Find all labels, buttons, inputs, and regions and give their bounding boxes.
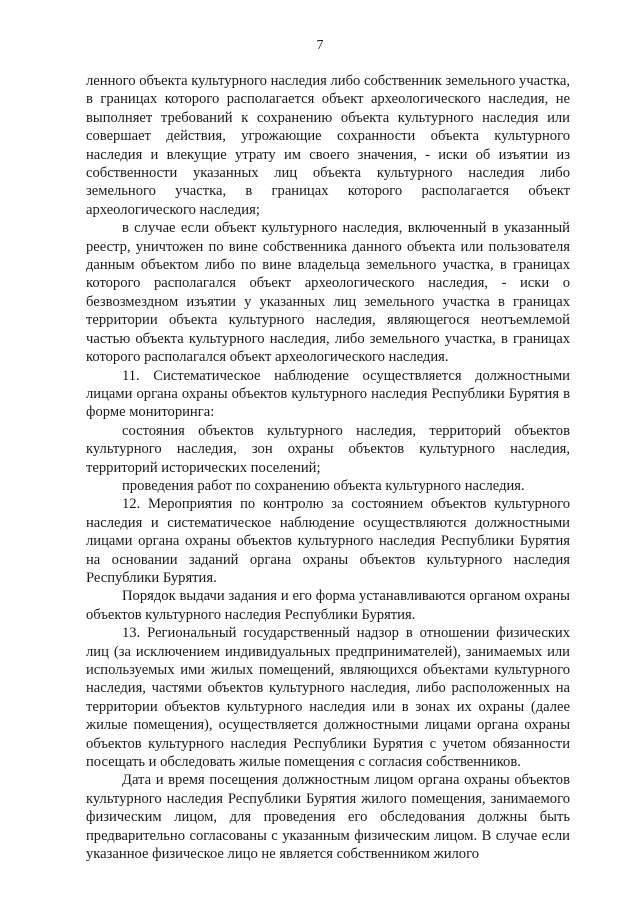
paragraph: Порядок выдачи задания и его форма устанавливаются органом охраны объектов культурного наследия Республики Бурятия. [86,588,570,623]
paragraph-continuation: ленного объекта культурного наследия либо собственник земельного участка, в границах которого располагается объект археологического наследия, не выполняет требований к сохранению объекта культурного наследия или совершает действия, угрожающие сохранности объекта культурного наследия и влекущие утрату им своего значения, - иски об изъятии из собственности указанных лиц объекта культурного наследия либо земельного участка, в границах которого располагается объект археологического наследия; [86,73,571,218]
paragraph: состояния объектов культурного наследия, территорий объектов культурного наследия, зон охраны объектов культурного наследия, территорий исторических поселений; [86,422,570,476]
body-text [86,72,570,863]
paragraph: проведения работ по сохранению объекта культурного наследия. [122,477,525,494]
page-number: 7 [316,38,324,53]
paragraph-item-12: 12. Мероприятия по контролю за состоянием объектов культурного наследия и систематическое наблюдение осуществляются должностными лицами органа охраны объектов культурного наследия Республики Бурятия на основании заданий органа охраны объектов культурного наследия Республики Бурятия. [86,496,570,586]
paragraph-item-11: 11. Систематическое наблюдение осуществляется должностными лицами органа охраны объектов культурного наследия Республики Бурятия в форме мониторинга: [86,367,570,421]
paragraph-item-13: 13. Региональный государственный надзор в отношении физических лиц (за исключением индивидуальных предпринимателей), занимаемых или используемых ими жилых помещений, являющихся объектами культурного наследия, частями объектов культурного наследия, либо расположенных на территории объектов культурного наследия или в зонах их охраны (далее жилые помещения), осуществляется должностными лицами органа охраны объектов культурного наследия Республики Бурятия с учетом обязанности посещать и обследовать жилые помещения с согласия собственников. [86,625,570,771]
paragraph: Дата и время посещения должностным лицом органа охраны объектов культурного наследия Республики Бурятия жилого помещения, занимаемого физическим лицом, для проведения его обследования должны быть предварительно согласованы с указанным физическим лицом. В случае если указанное физическое лицо не является собственником жилого [86,772,570,863]
paragraph: в случае если объект культурного наследия, включенный в указанный реестр, уничтожен по вине собственника данного объекта или пользователя данным объектом либо по вине владельца земельного участка, в границах которого располагался объект археологического наследия, - иски о безвозмездном изъятии у указанных лиц земельного участка в границах территории объекта культурного наследия, являющегося неотъемлемой частью объекта культурного наследия, либо земельного участка, в границах которого располагался объект археологического наследия. [86,220,570,366]
